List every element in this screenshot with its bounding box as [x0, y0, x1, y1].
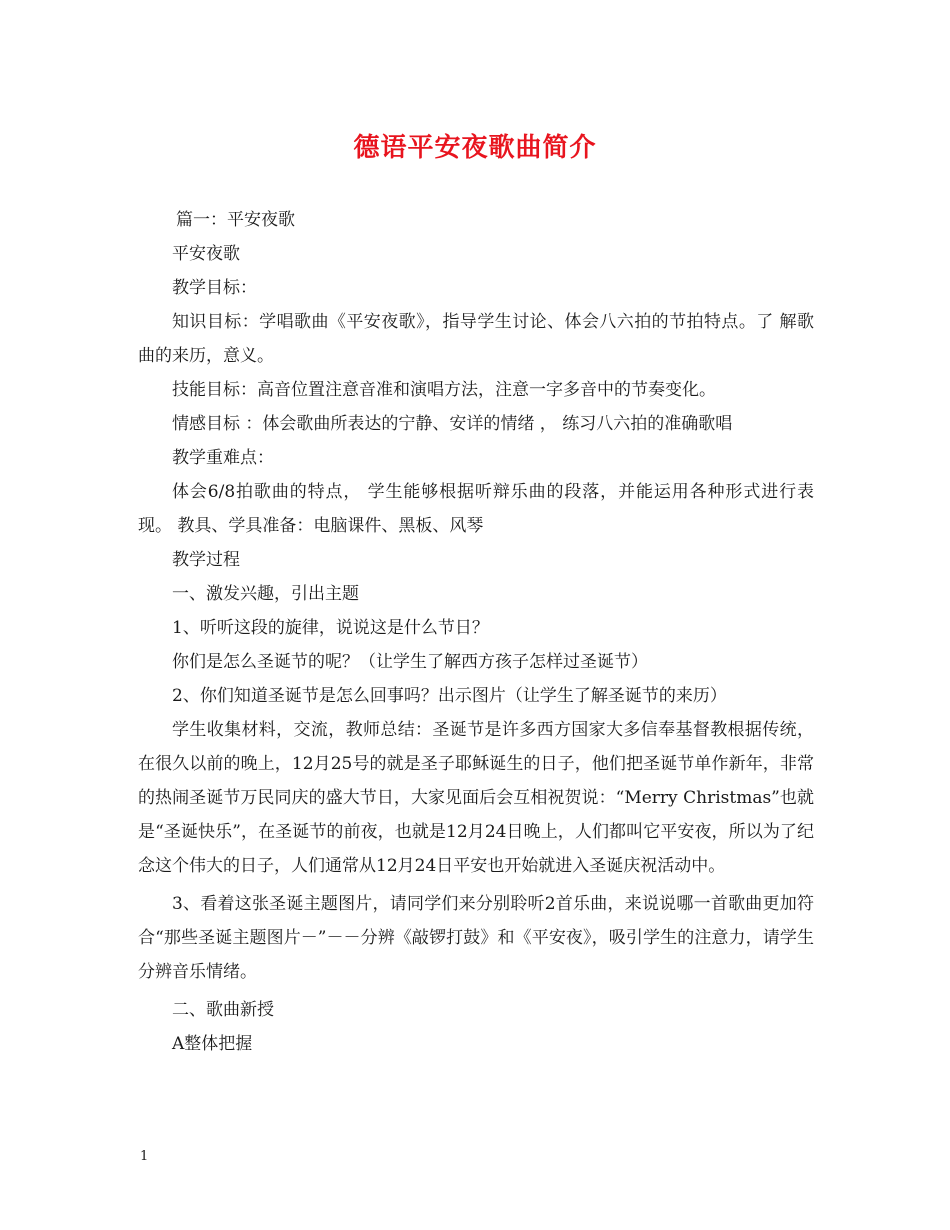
paragraph: 1、听听这段的旋律，说说这是什么节日？: [172, 618, 489, 638]
paragraph: 体会6/8拍歌曲的特点， 学生能够根据听辩乐曲的段落，并能运用各种形式进行表现。 教具、学具准备：电脑课件、黑板、风琴: [138, 482, 814, 536]
document-body: [138, 203, 814, 1061]
paragraph: 知识目标：学唱歌曲《平安夜歌》，指导学生讨论、体会八六拍的节拍特点。了 解歌曲的来历，意义。: [138, 312, 814, 366]
paragraph: A整体把握: [172, 1034, 253, 1054]
paragraph: 技能目标：高音位置注意音准和演唱方法，注意一字多音中的节奏变化。: [172, 380, 716, 400]
paragraph: 情感目标 ：体会歌曲所表达的宁静、安详的情绪 ， 练习八六拍的准确歌唱: [172, 414, 733, 434]
paragraph: 教学过程: [172, 550, 240, 570]
paragraph: 你们是怎么圣诞节的呢？（让学生了解西方孩子怎样过圣诞节）: [172, 652, 648, 672]
page-title: 德语平安夜歌曲简介: [353, 133, 597, 163]
paragraph: 2、你们知道圣诞节是怎么回事吗？出示图片（让学生了解圣诞节的来历）: [172, 686, 727, 706]
page-number: 1: [140, 1149, 149, 1164]
paragraph: 3、看着这张圣诞主题图片，请同学们来分别聆听2首乐曲，来说说哪一首歌曲更加符合“那些圣诞主题图片－”－－分辨《敲锣打鼓》和《平安夜》，吸引学生的注意力，请学生分辨音乐情绪。: [138, 894, 814, 982]
paragraph: 教学目标：: [172, 278, 257, 298]
paragraph: 学生收集材料，交流，教师总结：圣诞节是许多西方国家大多信奉基督教根据传统，在很久以前的晚上，12月25号的就是圣子耶稣诞生的日子，他们把圣诞节单作新年，非常的热闹圣诞节万民同庆的盛大节日，大家见面后会互相祝贺说：“Merry Christmas”也就是“圣诞快乐”，在圣诞节的前夜，也就是12月24日晚上，人们都叫它平安夜，所以为了纪念这个伟大的日子，人们通常从12月24日平安也开始就进入圣诞庆祝活动中。: [138, 720, 814, 876]
paragraph: 二、歌曲新授: [172, 1000, 274, 1020]
paragraph: 篇一：平安夜歌: [176, 210, 295, 230]
paragraph: 教学重难点：: [172, 448, 274, 468]
paragraph: 一、激发兴趣，引出主题: [172, 584, 359, 604]
paragraph: 平安夜歌: [172, 244, 240, 264]
